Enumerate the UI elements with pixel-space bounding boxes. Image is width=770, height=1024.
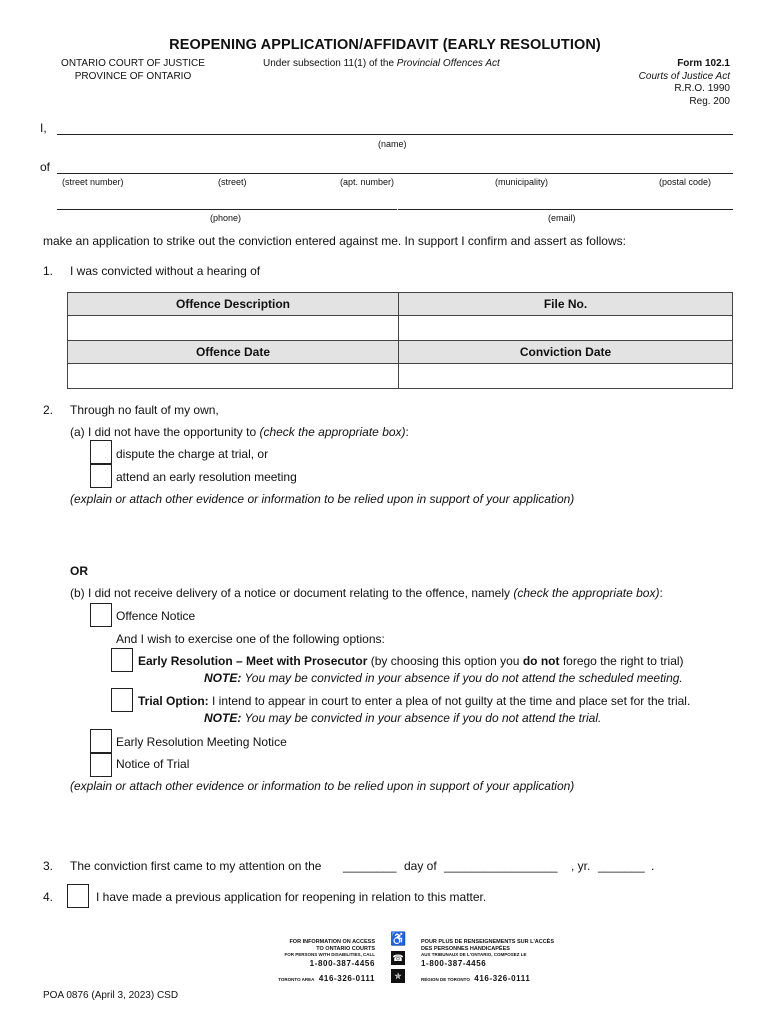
hearing-icon: ☎ xyxy=(392,953,404,963)
early-resolution-do-not: do not xyxy=(522,654,560,668)
notice-of-trial-checkbox[interactable] xyxy=(90,753,112,777)
fr-info-line-1: POUR PLUS DE RENSEIGNEMENTS SUR L'ACCÈS xyxy=(421,939,555,945)
en-toronto-label: TORONTO AREA xyxy=(278,976,315,982)
court-line-2: PROVINCE OF ONTARIO xyxy=(74,70,192,82)
trial-option xyxy=(138,694,690,708)
trial-option-checkbox[interactable] xyxy=(111,688,133,712)
email-label: (email) xyxy=(548,213,576,223)
en-info-line-2: TO ONTARIO COURTS xyxy=(316,945,375,952)
fr-info-line-2: DES PERSONNES HANDICAPÉES xyxy=(421,945,510,952)
offence-description-header: Offence Description xyxy=(68,293,399,316)
name-label: (name) xyxy=(378,139,407,149)
early-resolution-text-1: (by choosing this option you xyxy=(367,654,523,668)
item-2b-hint: (check the appropriate box) xyxy=(513,586,660,600)
previous-application-checkbox[interactable] xyxy=(67,884,89,908)
item-2b-text xyxy=(70,586,663,600)
fr-phone: 1-800-387-4456 xyxy=(421,958,487,968)
subsection-reference xyxy=(263,58,500,69)
form-number: Form 102.1 xyxy=(677,58,730,69)
explain-instruction-a: (explain or attach other evidence or information to be relied upon in support of your application) xyxy=(70,492,575,506)
en-info-line-3: FOR PERSONS WITH DISABILITIES, CALL xyxy=(284,952,375,957)
item-3-end: . xyxy=(651,859,655,873)
en-toronto-phone: 416-326-0111 xyxy=(318,973,375,983)
notice-of-trial-label: Notice of Trial xyxy=(116,757,190,771)
item-2a-label: (a) I did not have the opportunity to xyxy=(70,425,260,439)
form-id: POA 0876 (April 3, 2023) CSD xyxy=(43,990,179,1001)
accessibility-info-fr xyxy=(421,939,601,986)
item-2-text: Through no fault of my own, xyxy=(70,403,219,417)
early-resolution-meeting-notice-checkbox[interactable] xyxy=(90,729,112,753)
item-1-text: I was convicted without a hearing of xyxy=(70,264,261,278)
subsection-prefix: Under subsection 11(1) of the xyxy=(263,58,397,69)
of-label: of xyxy=(40,160,51,174)
court-line-1: ONTARIO COURT OF JUSTICE xyxy=(61,58,205,69)
en-info-line-1: FOR INFORMATION ON ACCESS xyxy=(289,939,375,945)
day-blank[interactable]: ________ xyxy=(343,859,397,873)
item-3-number: 3. xyxy=(43,859,54,873)
early-resolution-note-text: You may be convicted in your absence if you do not attend the scheduled meeting. xyxy=(241,671,683,685)
item-2a-text xyxy=(70,425,409,439)
explain-instruction-b: (explain or attach other evidence or information to be relied upon in support of your application) xyxy=(70,779,575,793)
form-title: REOPENING APPLICATION/AFFIDAVIT (EARLY RESOLUTION) xyxy=(169,37,601,53)
form-reg: Reg. 200 xyxy=(689,95,730,107)
email-field[interactable] xyxy=(398,209,733,210)
postal-code-label: (postal code) xyxy=(659,177,712,187)
or-label: OR xyxy=(70,564,88,578)
note-label-2: NOTE: xyxy=(204,711,242,725)
dispute-charge-checkbox[interactable] xyxy=(90,440,112,464)
name-field[interactable] xyxy=(57,134,733,135)
attend-meeting-checkbox[interactable] xyxy=(90,464,112,488)
item-2-number: 2. xyxy=(43,403,54,417)
offence-description-cell[interactable] xyxy=(68,316,399,341)
fr-toronto-phone: 416-326-0111 xyxy=(474,973,531,983)
year-blank[interactable]: _______ xyxy=(598,859,645,873)
phone-field[interactable] xyxy=(57,209,397,210)
offence-table xyxy=(67,292,733,389)
form-act: Courts of Justice Act xyxy=(638,70,730,82)
attend-meeting-label: attend an early resolution meeting xyxy=(116,470,297,484)
offence-date-cell[interactable] xyxy=(68,364,399,389)
i-label: I, xyxy=(40,121,47,135)
offence-date-header: Offence Date xyxy=(68,341,399,364)
offence-notice-label: Offence Notice xyxy=(116,609,196,623)
item-4-number: 4. xyxy=(43,890,54,904)
wheelchair-icon: ♿ xyxy=(390,931,407,946)
item-1-number: 1. xyxy=(43,264,54,278)
item-4-text: I have made a previous application for reopening in relation to this matter. xyxy=(96,890,487,904)
early-resolution-title: Early Resolution – Meet with Prosecutor xyxy=(138,654,368,668)
early-resolution-note xyxy=(204,671,683,685)
trial-option-text: I intend to appear in court to enter a plea of not guilty at the time and place set for the trial. xyxy=(208,694,691,708)
form-rro: R.R.O. 1990 xyxy=(674,83,730,94)
early-resolution-text-2: forego the right to trial) xyxy=(559,654,684,668)
early-resolution-option xyxy=(138,654,684,668)
phone-label: (phone) xyxy=(210,213,242,223)
conviction-date-header: Conviction Date xyxy=(399,341,733,364)
intro-text: make an application to strike out the conviction entered against me. In support I confirm and assert as follows: xyxy=(43,234,626,248)
year-label: , yr. xyxy=(571,859,591,873)
trial-option-note xyxy=(204,711,601,725)
municipality-label: (municipality) xyxy=(495,177,549,187)
month-blank[interactable]: _________________ xyxy=(444,859,558,873)
item-3-text: The conviction first came to my attention on the xyxy=(70,859,322,873)
street-number-label: (street number) xyxy=(62,177,124,187)
accessibility-info-en xyxy=(264,939,375,986)
apt-number-label: (apt. number) xyxy=(340,177,395,187)
options-intro: And I wish to exercise one of the following options: xyxy=(116,632,385,646)
subsection-act: Provincial Offences Act xyxy=(396,58,500,69)
street-label: (street) xyxy=(218,177,247,187)
court-name xyxy=(40,58,226,83)
item-2b-label: (b) I did not receive delivery of a notice or document relating to the offence, namely xyxy=(70,586,514,600)
file-no-cell[interactable] xyxy=(399,316,733,341)
form-reference xyxy=(639,58,730,108)
dispute-charge-label: dispute the charge at trial, or xyxy=(116,447,269,461)
en-phone: 1-800-387-4456 xyxy=(309,958,375,968)
fr-toronto-label: RÉGION DE TORONTO xyxy=(421,976,470,982)
early-resolution-meeting-notice-label: Early Resolution Meeting Notice xyxy=(116,735,287,749)
conviction-date-cell[interactable] xyxy=(399,364,733,389)
trial-option-title: Trial Option: xyxy=(138,694,209,708)
note-label: NOTE: xyxy=(204,671,242,685)
item-2b-colon: : xyxy=(659,586,663,600)
address-field[interactable] xyxy=(57,173,733,174)
item-2a-hint: (check the appropriate box) xyxy=(259,425,406,439)
trial-note-text: You may be convicted in your absence if you do not attend the trial. xyxy=(241,711,602,725)
early-resolution-checkbox[interactable] xyxy=(111,648,133,672)
file-no-header: File No. xyxy=(399,293,733,316)
vision-icon: ✯ xyxy=(391,969,405,983)
fr-info-line-3: AUX TRIBUNAUX DE L'ONTARIO, COMPOSEZ LE xyxy=(421,952,527,957)
day-of-label: day of xyxy=(404,859,437,873)
offence-notice-checkbox[interactable] xyxy=(90,603,112,627)
item-2a-colon: : xyxy=(405,425,409,439)
